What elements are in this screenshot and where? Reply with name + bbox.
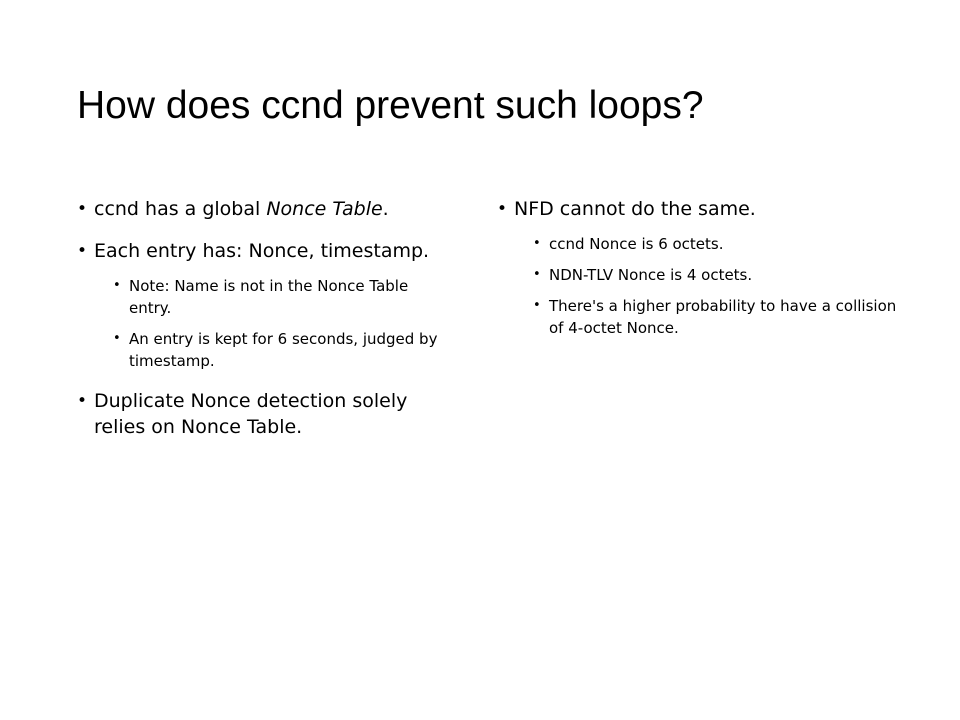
nonce-table-emphasis: Nonce Table bbox=[266, 198, 383, 220]
bullet-nonce-table-prefix: ccnd has a global bbox=[94, 198, 267, 220]
subbullet-entry-lifetime: • An entry is kept for 6 seconds, judged by timestamp. bbox=[113, 328, 455, 372]
slide-title: How does ccnd prevent such loops? bbox=[77, 84, 704, 127]
bullet-entry-fields bbox=[77, 238, 455, 372]
left-bullet-list bbox=[77, 196, 455, 440]
entry-fields-sublist bbox=[113, 275, 455, 372]
subbullet-ccnd-nonce-size: • ccnd Nonce is 6 octets. bbox=[533, 233, 897, 255]
nfd-sublist bbox=[533, 233, 897, 339]
right-bullet-list bbox=[497, 196, 897, 339]
subbullet-collision-probability: • There's a higher probability to have a collision of 4-octet Nonce. bbox=[533, 295, 897, 339]
bullet-nonce-table bbox=[77, 196, 455, 222]
bullet-nfd-cannot bbox=[497, 196, 897, 339]
subbullet-ndntlv-nonce-size: • NDN-TLV Nonce is 4 octets. bbox=[533, 264, 897, 286]
right-column bbox=[497, 196, 897, 355]
bullet-duplicate-detection: • Duplicate Nonce detection solely relies on Nonce Table. bbox=[77, 388, 455, 440]
bullet-nonce-table-suffix: . bbox=[382, 198, 389, 220]
subbullet-name-not-in-entry: • Note: Name is not in the Nonce Table entry. bbox=[113, 275, 455, 319]
bullet-entry-fields-text: Each entry has: Nonce, timestamp. bbox=[94, 240, 430, 262]
left-column bbox=[77, 196, 455, 456]
bullet-nfd-cannot-text: NFD cannot do the same. bbox=[514, 198, 756, 220]
